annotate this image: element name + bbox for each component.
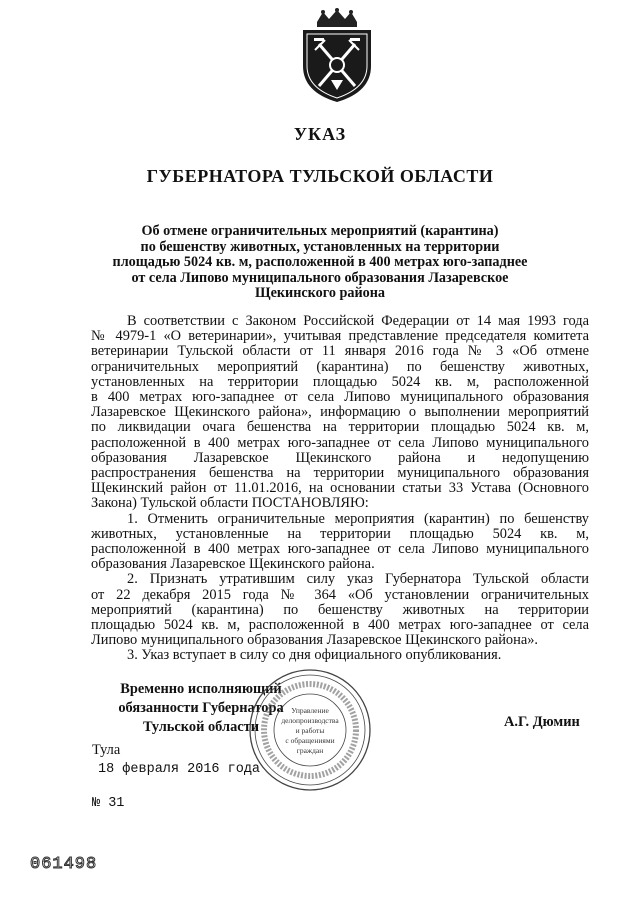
body-line: образования Лазаревское Щекинского района. xyxy=(91,556,375,573)
body-line: ветеринарии Тульской области от 11 января 2016 года № 3 «Об отмене xyxy=(91,343,589,360)
issuing-authority: ГУБЕРНАТОРА ТУЛЬСКОЙ ОБЛАСТИ xyxy=(146,166,494,186)
body-line: Закона) Тульской области ПОСТАНОВЛЯЮ: xyxy=(91,495,369,512)
decree-subject xyxy=(110,224,530,302)
body-line: животных, установленные на территории площадью 5024 кв. м, xyxy=(91,525,589,542)
body-line: ограничительных мероприятий (карантина) по бешенству животных, xyxy=(91,358,589,375)
subject-line: площадью 5024 кв. м, расположенной в 400 метрах юго-западнее xyxy=(112,254,528,271)
subject-line: Об отмене ограничительных мероприятий (карантина) xyxy=(141,223,499,239)
signatory-position-line: Тульской области xyxy=(142,719,260,735)
issue-place: Тула xyxy=(92,742,121,758)
decree-number: № 31 xyxy=(92,796,125,811)
body-line: от 22 декабря 2015 года № 364 «Об установлении ограничительных xyxy=(91,586,589,603)
subject-line: по бешенству животных, установленных на территории xyxy=(140,238,500,255)
body-line: расположенной в 400 метрах юго-западнее от села Липово муниципального xyxy=(91,541,589,558)
form-serial-number: 061498 xyxy=(30,855,98,874)
stamp-line: граждан xyxy=(296,746,324,755)
body-line: установленных на территории площадью 5024 кв. м, расположенной xyxy=(91,373,589,390)
subject-line: от села Липово муниципального образования Лазаревское xyxy=(131,269,509,286)
document-type-title: УКАЗ xyxy=(293,124,347,144)
body-line: 2. Признать утратившим силу указ Губернатора Тульской области xyxy=(127,571,589,588)
stamp-line: Управление xyxy=(291,706,329,715)
coat-of-arms-icon xyxy=(297,8,377,104)
body-line: мероприятий (карантина) по бешенству животных на территории xyxy=(91,601,589,618)
official-stamp xyxy=(248,668,372,792)
issue-date: 18 февраля 2016 года xyxy=(98,762,261,777)
body-line: по ликвидации очага бешенства на территории площадью 5024 кв. м, xyxy=(91,419,589,436)
body-line: площадью 5024 кв. м, расположенной в 400 метрах юго-западнее от села xyxy=(91,617,589,634)
body-line: № 4979-1 «О ветеринарии», учитывая представление председателя комитета xyxy=(91,328,589,345)
stamp-line: делопроизводства xyxy=(281,716,339,725)
body-line: Липово муниципального образования Лазаревское Щекинского района». xyxy=(91,632,539,649)
body-line: распространения бешенства на территории муниципального образования xyxy=(91,465,589,482)
body-line: расположенной в 400 метрах юго-западнее от села Липово муниципального xyxy=(91,434,589,451)
stamp-line: и работы xyxy=(295,726,325,735)
body-line: В соответствии с Законом Российской Федерации от 14 мая 1993 года xyxy=(127,313,589,329)
body-line: 1. Отменить ограничительные мероприятия (карантин) по бешенству xyxy=(127,510,589,527)
body-line: в 400 метрах юго-западнее от села Липово муниципального образования xyxy=(91,389,589,406)
signatory-position-line: обязанности Губернатора xyxy=(118,700,284,716)
body-line: 3. Указ вступает в силу со дня официального опубликования. xyxy=(127,647,502,664)
body-line: Щекинский район от 11.01.2016, на основании статьи 33 Устава (Основного xyxy=(91,480,589,497)
body-line: Лазаревское Щекинского района», информацию о выполнении мероприятий xyxy=(91,404,589,421)
stamp-line: с обращениями xyxy=(285,736,335,745)
body-line: образования Лазаревское Щекинского района и недопущению xyxy=(91,449,589,466)
subject-line: Щекинского района xyxy=(254,285,386,302)
decree-body xyxy=(91,314,589,664)
signatory-name: А.Г. Дюмин xyxy=(504,714,580,730)
signatory-position-line: Временно исполняющий xyxy=(120,681,282,697)
